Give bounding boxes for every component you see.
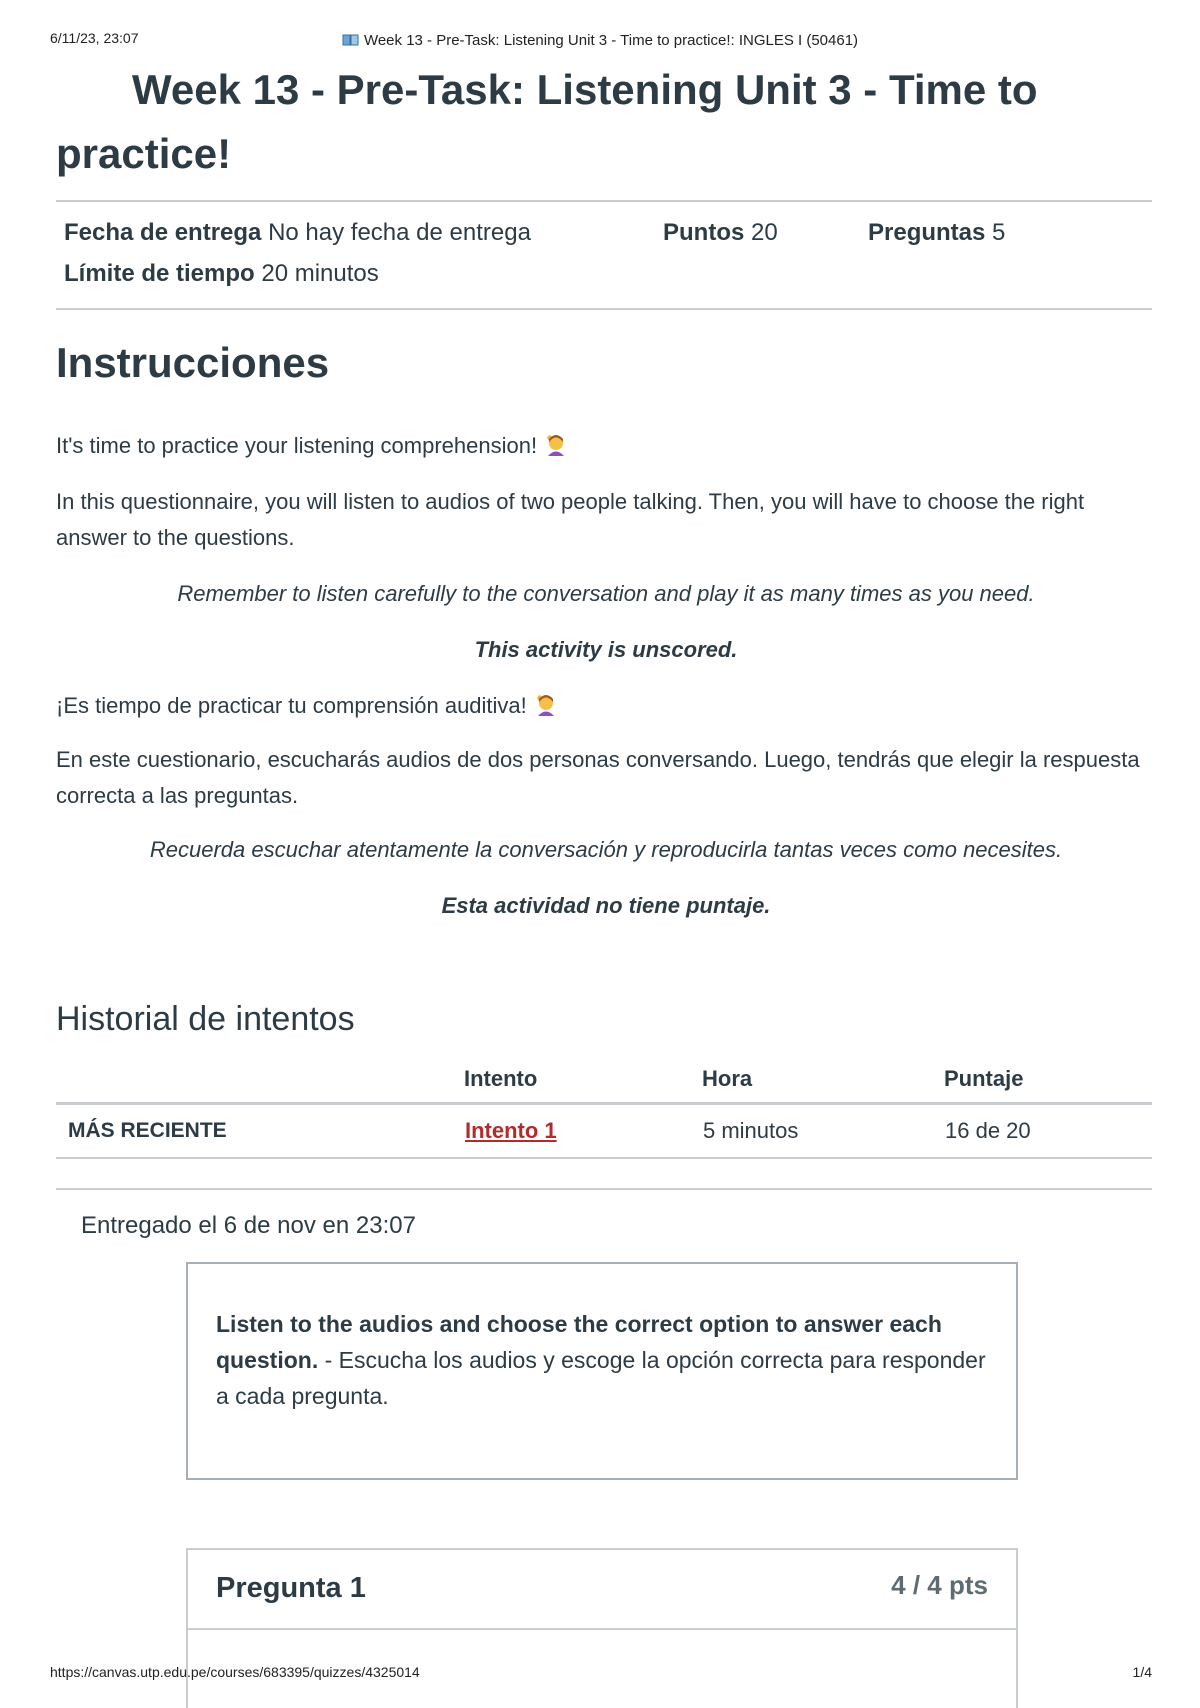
divider — [56, 1188, 1152, 1190]
points — [663, 219, 778, 247]
question-header — [188, 1550, 1016, 1630]
questions-value: 5 — [992, 219, 1006, 246]
print-title-text: Week 13 - Pre-Task: Listening Unit 3 - Time to practice!: INGLES I (50461) — [363, 32, 859, 49]
instructions-en-intro-text: It's time to practice your listening comprehension! — [56, 433, 538, 458]
time-limit-value: 20 minutos — [261, 260, 379, 287]
time-limit-label: Límite de tiempo — [64, 260, 255, 287]
book-icon — [342, 33, 360, 47]
print-page-number: 1/4 — [1132, 1664, 1152, 1680]
attempt-history-heading: Historial de intentos — [56, 1000, 355, 1038]
column-header-time: Hora — [702, 1056, 944, 1104]
attempt-1-link[interactable]: Intento 1 — [465, 1118, 557, 1143]
attempt-cell — [464, 1104, 702, 1159]
questions-count — [868, 219, 1005, 247]
person-raising-hand-icon — [533, 692, 559, 718]
due-date-value: No hay fecha de entrega — [268, 219, 531, 246]
instructions-en-body: In this questionnaire, you will listen to audios of two people talking. Then, you will have to choose the right answer to the questions. — [56, 489, 1085, 550]
questions-label: Preguntas — [868, 219, 986, 246]
table-header-row — [56, 1056, 1152, 1104]
points-label: Puntos — [663, 219, 745, 246]
instructions-es-reminder: Recuerda escuchar atentamente la conversación y reproducirla tantas veces como necesites. — [149, 837, 1063, 862]
time-limit — [64, 260, 379, 288]
instructions-en-intro — [56, 428, 1156, 464]
divider — [56, 308, 1152, 310]
instructions-es-intro — [56, 688, 1156, 724]
person-raising-hand-icon — [543, 432, 569, 458]
column-header-score: Puntaje — [944, 1056, 1152, 1104]
question-title: Pregunta 1 — [216, 1572, 366, 1604]
instructions-en-unscored: This activity is unscored. — [474, 637, 738, 662]
points-value: 20 — [751, 219, 778, 246]
question-points: 4 / 4 pts — [891, 1570, 988, 1600]
print-url: https://canvas.utp.edu.pe/courses/683395/quizzes/4325014 — [50, 1664, 420, 1680]
quiz-instructions-rest: - Escucha los audios y escoge la opción correcta para responder a cada pregunta. — [216, 1347, 986, 1409]
quiz-instructions-bold: Listen to the audios and choose the correct option to answer each question. — [216, 1311, 942, 1373]
instructions-en-reminder: Remember to listen carefully to the conversation and play it as many times as you need. — [177, 581, 1035, 606]
attempt-history-table — [56, 1056, 1152, 1159]
instructions-es-body: En este cuestionario, escucharás audios de dos personas conversando. Luego, tendrás que elegir la respuesta correcta a las preguntas. — [56, 747, 1140, 808]
due-date-label: Fecha de entrega — [64, 219, 262, 246]
instructions-es-intro-text: ¡Es tiempo de practicar tu comprensión auditiva! — [56, 693, 527, 718]
submitted-date: Entregado el 6 de nov en 23:07 — [81, 1212, 416, 1239]
attempt-time: 5 minutos — [702, 1104, 944, 1159]
page-title: Week 13 - Pre-Task: Listening Unit 3 - Time to practice! — [56, 66, 1038, 177]
table-row — [56, 1104, 1152, 1159]
quiz-instructions-box — [186, 1262, 1018, 1480]
instructions-es-unscored: Esta actividad no tiene puntaje. — [441, 893, 771, 918]
print-date: 6/11/23, 23:07 — [50, 30, 139, 46]
question-card — [186, 1548, 1018, 1708]
most-recent-label: MÁS RECIENTE — [56, 1104, 464, 1159]
divider — [56, 200, 1152, 202]
instructions-heading: Instrucciones — [56, 339, 330, 386]
due-date — [64, 219, 531, 247]
column-header-attempt: Intento — [464, 1056, 702, 1104]
attempt-score: 16 de 20 — [944, 1104, 1152, 1159]
print-title — [0, 32, 1200, 49]
quiz-instructions-text — [216, 1306, 996, 1414]
column-header-blank — [56, 1056, 464, 1104]
